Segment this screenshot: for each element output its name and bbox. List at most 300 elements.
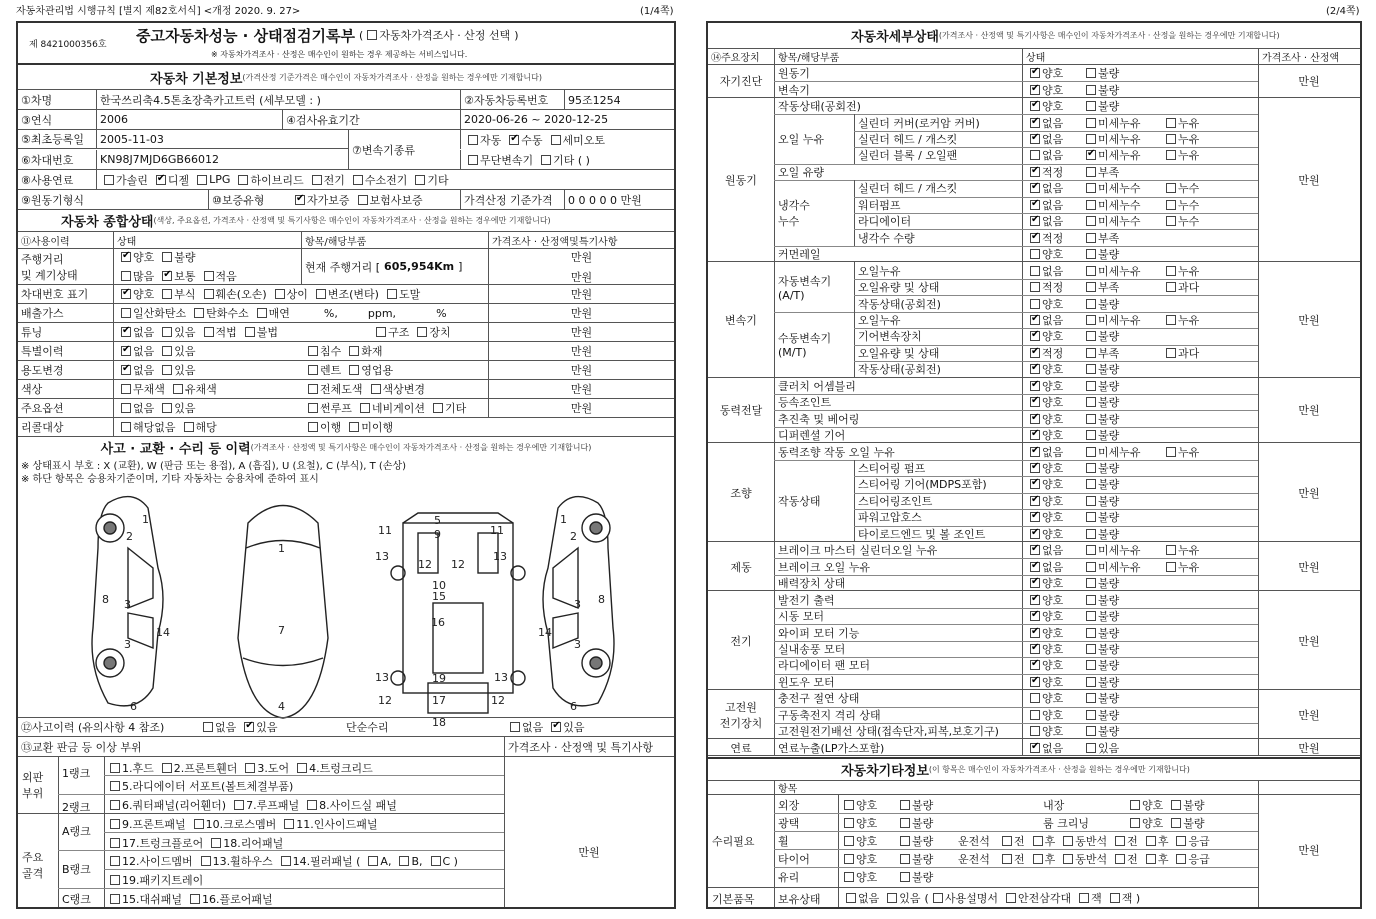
state-checkbox[interactable]: [1166, 200, 1176, 210]
state-checkbox[interactable]: [1030, 660, 1040, 670]
vin-altered-checkbox[interactable]: [316, 289, 326, 299]
part-package-tray-checkbox[interactable]: [110, 875, 120, 885]
other-header-row: [708, 781, 1360, 795]
state-checkbox[interactable]: [1086, 299, 1096, 309]
state-checkbox[interactable]: [1086, 282, 1096, 292]
detail-subitem: 냉각수 수량: [858, 231, 915, 245]
state-checkbox[interactable]: [1030, 611, 1040, 621]
state-checkbox[interactable]: [900, 836, 910, 846]
state-checkbox[interactable]: [1086, 677, 1096, 687]
state-checkbox[interactable]: [1166, 348, 1176, 358]
state-checkbox[interactable]: [1030, 578, 1040, 588]
state-checkbox[interactable]: [1086, 200, 1096, 210]
state-checkbox[interactable]: [1146, 854, 1156, 864]
state-checkbox[interactable]: [1030, 315, 1040, 325]
state-checkbox[interactable]: [1030, 85, 1040, 95]
state-option: [1026, 230, 1078, 246]
state-checkbox[interactable]: [1033, 836, 1043, 846]
fuel-gasoline-checkbox[interactable]: [104, 175, 114, 185]
state-option: [1026, 592, 1078, 608]
overall-note: (색상, 주요옵션, 가격조사 · 산정액 및 특기사항은 매수인이 자동차가격조사 · 산정을 원하는 경우에만 기재합니다): [153, 216, 551, 225]
exchange-price-header: 가격조사 · 산정액 및 특기사항: [504, 737, 674, 756]
state-option: [1167, 815, 1204, 831]
accident-none-checkbox[interactable]: [203, 722, 213, 732]
use-rent-checkbox[interactable]: [308, 365, 318, 375]
odo-bad-checkbox[interactable]: [162, 252, 172, 262]
state-label: 불량: [1098, 692, 1120, 706]
state-checkbox[interactable]: [1166, 266, 1176, 276]
part-door-checkbox[interactable]: [245, 763, 255, 773]
state-option: [1082, 592, 1158, 608]
state-checkbox[interactable]: [1086, 266, 1096, 276]
detail-group: [708, 262, 1360, 377]
state-label: 없음: [1042, 116, 1064, 130]
state-checkbox[interactable]: [1030, 68, 1040, 78]
vin-good-checkbox[interactable]: [121, 289, 131, 299]
state-checkbox[interactable]: [1030, 414, 1040, 424]
part-trunk-floor-checkbox[interactable]: [110, 838, 120, 848]
state-option: [1026, 444, 1078, 460]
fuel-other-checkbox[interactable]: [415, 175, 425, 185]
state-checkbox[interactable]: [1176, 854, 1186, 864]
state-checkbox[interactable]: [1030, 496, 1040, 506]
state-label: 부족: [1098, 281, 1120, 295]
state-checkbox[interactable]: [1030, 562, 1040, 572]
part-fender-checkbox[interactable]: [162, 763, 172, 773]
color-change-checkbox[interactable]: [371, 384, 381, 394]
state-option: [1082, 82, 1158, 98]
tuning-label: 튜닝: [21, 326, 43, 339]
detail-subitem: 스티어링 기어(MDPS포함): [858, 478, 987, 492]
fuel-hydrogen-checkbox[interactable]: [353, 175, 363, 185]
state-checkbox[interactable]: [844, 854, 854, 864]
state-checkbox[interactable]: [1086, 611, 1096, 621]
state-checkbox[interactable]: [1166, 150, 1176, 160]
state-checkbox[interactable]: [1086, 562, 1096, 572]
state-checkbox[interactable]: [1030, 710, 1040, 720]
state-option: [1082, 296, 1158, 312]
state-checkbox[interactable]: [1030, 430, 1040, 440]
accident-yes-checkbox[interactable]: [244, 722, 254, 732]
trans-cvt-checkbox[interactable]: [468, 155, 478, 165]
row-exchange-heading: [18, 737, 674, 757]
trans-other-checkbox[interactable]: [541, 155, 551, 165]
odo-normal-checkbox[interactable]: [162, 271, 172, 281]
hist-none-checkbox[interactable]: [121, 346, 131, 356]
state-checkbox[interactable]: [1030, 216, 1040, 226]
state-checkbox[interactable]: [1086, 578, 1096, 588]
state-checkbox[interactable]: [1086, 68, 1096, 78]
state-checkbox[interactable]: [1086, 331, 1096, 341]
part-side-member-checkbox[interactable]: [110, 856, 120, 866]
state-checkbox[interactable]: [1086, 726, 1096, 736]
state-checkbox[interactable]: [1030, 101, 1040, 111]
state-option: [1162, 345, 1199, 361]
hold-yes-checkbox[interactable]: [887, 893, 897, 903]
color-full-paint-checkbox[interactable]: [308, 384, 318, 394]
fuel-electric-checkbox[interactable]: [312, 175, 322, 185]
option-yes-checkbox[interactable]: [162, 403, 172, 413]
label-reg: ②자동차등록번호: [460, 90, 564, 109]
state-checkbox[interactable]: [1086, 710, 1096, 720]
row-recall: 리콜대상 해당없음 해당 이행 미이행: [18, 418, 674, 437]
state-option: [1026, 378, 1078, 394]
state-checkbox[interactable]: [1030, 644, 1040, 654]
col-history: ⑪사용이력: [21, 236, 70, 248]
hist-yes-checkbox[interactable]: [162, 346, 172, 356]
state-checkbox[interactable]: [1086, 512, 1096, 522]
part-rear-panel-checkbox[interactable]: [211, 838, 221, 848]
divider: [1022, 542, 1023, 590]
detail-item: [778, 312, 856, 378]
state-checkbox[interactable]: [844, 818, 854, 828]
state-checkbox[interactable]: [844, 836, 854, 846]
detail-state: [1026, 131, 1203, 147]
group-name-text: 고전원: [725, 700, 757, 714]
odo-few-checkbox[interactable]: [204, 271, 214, 281]
state-checkbox[interactable]: [1030, 150, 1040, 160]
state-checkbox[interactable]: [1086, 693, 1096, 703]
option-sunroof-checkbox[interactable]: [308, 403, 318, 413]
state-option: [1082, 328, 1158, 344]
state-label: 없음: [1042, 149, 1064, 163]
hold-jack-checkbox[interactable]: [1079, 893, 1089, 903]
option-other-checkbox[interactable]: [433, 403, 443, 413]
fuel-diesel-checkbox[interactable]: [156, 175, 166, 185]
part-radiator-support-checkbox[interactable]: [110, 781, 120, 791]
hold-manual-checkbox[interactable]: [933, 893, 943, 903]
accident-history-label: ⑫사고이력 (유의사항 4 참조): [21, 721, 165, 734]
state-checkbox[interactable]: [1130, 800, 1140, 810]
warranty-insurer-checkbox[interactable]: [358, 195, 368, 205]
state-checkbox[interactable]: [1002, 854, 1012, 864]
state-checkbox[interactable]: [1086, 660, 1096, 670]
state-checkbox[interactable]: [1086, 479, 1096, 489]
state-option: [1111, 833, 1138, 849]
color-achromatic-checkbox[interactable]: [121, 384, 131, 394]
trans-auto-checkbox[interactable]: [468, 135, 478, 145]
state-checkbox[interactable]: [1086, 233, 1096, 243]
warranty-self-checkbox[interactable]: [295, 195, 305, 205]
state-checkbox[interactable]: [1030, 743, 1040, 753]
state-checkbox[interactable]: [900, 872, 910, 882]
page-number-2: (2/4쪽): [1326, 6, 1360, 17]
state-option: [1026, 427, 1078, 443]
detail-item-text: 오일 누유: [778, 133, 825, 146]
recall-yes-checkbox[interactable]: [184, 422, 194, 432]
use-yes-checkbox[interactable]: [162, 365, 172, 375]
detail-header-row: [708, 49, 1360, 65]
emis-hc-checkbox[interactable]: [194, 308, 204, 318]
state-checkbox[interactable]: [1086, 496, 1096, 506]
recall-done-checkbox[interactable]: [308, 422, 318, 432]
state-checkbox[interactable]: [1030, 118, 1040, 128]
state-checkbox[interactable]: [1166, 183, 1176, 193]
state-checkbox[interactable]: [1086, 545, 1096, 555]
detail-subitem: 실린더 헤드 / 개스킷: [858, 182, 958, 196]
odo-many-checkbox[interactable]: [121, 271, 131, 281]
detail-body: [708, 65, 1360, 757]
state-checkbox[interactable]: [1146, 836, 1156, 846]
hist-fire-checkbox[interactable]: [349, 346, 359, 356]
state-label: 없음: [1042, 264, 1064, 278]
part-sidesill-checkbox[interactable]: [307, 800, 317, 810]
state-checkbox[interactable]: [1063, 836, 1073, 846]
detail-item-text: 라디에이터 팬 모터: [778, 659, 871, 673]
state-checkbox[interactable]: [1166, 118, 1176, 128]
state-label: 양호: [1042, 527, 1064, 541]
recall-notdone-checkbox[interactable]: [349, 422, 359, 432]
state-checkbox[interactable]: [900, 800, 910, 810]
tune-structure-checkbox[interactable]: [376, 327, 386, 337]
option-navi-checkbox[interactable]: [360, 403, 370, 413]
state-checkbox[interactable]: [1002, 836, 1012, 846]
state-label: 누유: [1178, 313, 1200, 327]
state-checkbox[interactable]: [1030, 512, 1040, 522]
state-checkbox[interactable]: [1030, 364, 1040, 374]
state-label: 불량: [1098, 626, 1120, 640]
detail-item: [778, 262, 856, 311]
trans-manual-checkbox[interactable]: [509, 135, 519, 145]
state-label: 미세누유: [1098, 445, 1141, 459]
vin-corrosion-checkbox[interactable]: [162, 289, 172, 299]
detail-item: [778, 542, 1018, 558]
state-checkbox[interactable]: [1030, 266, 1040, 276]
state-checkbox[interactable]: [1030, 726, 1040, 736]
state-checkbox[interactable]: [844, 872, 854, 882]
part-trunklid-checkbox[interactable]: [297, 763, 307, 773]
state-label: 후: [1157, 835, 1169, 848]
vin-mismatch-checkbox[interactable]: [275, 289, 285, 299]
trans-semi-checkbox[interactable]: [551, 135, 561, 145]
state-checkbox[interactable]: [1166, 315, 1176, 325]
state-checkbox[interactable]: [1166, 216, 1176, 226]
state-checkbox[interactable]: [1086, 463, 1096, 473]
state-checkbox[interactable]: [1086, 743, 1096, 753]
row-accident: ⑫사고이력 (유의사항 4 참조) 없음 ✔ 있음 단순수리 없음 ✔ 있음: [18, 717, 674, 737]
hist-flood-checkbox[interactable]: [308, 346, 318, 356]
part-label: 11: [490, 524, 504, 537]
use-none-checkbox[interactable]: [121, 365, 131, 375]
repair-yes-checkbox[interactable]: [551, 722, 561, 732]
divider: [774, 443, 775, 541]
state-checkbox[interactable]: [1086, 101, 1096, 111]
state-checkbox[interactable]: [1086, 364, 1096, 374]
state-checkbox[interactable]: [1086, 249, 1096, 259]
state-checkbox[interactable]: [1166, 282, 1176, 292]
state-checkbox[interactable]: [1030, 463, 1040, 473]
state-checkbox[interactable]: [1030, 348, 1040, 358]
state-checkbox[interactable]: [1166, 545, 1176, 555]
state-checkbox[interactable]: [1166, 562, 1176, 572]
state-checkbox[interactable]: [1030, 331, 1040, 341]
state-checkbox[interactable]: [1030, 595, 1040, 605]
option-none-checkbox[interactable]: [121, 403, 131, 413]
state-checkbox[interactable]: [1130, 818, 1140, 828]
hold-triangle-checkbox[interactable]: [1006, 893, 1016, 903]
use-commercial-checkbox[interactable]: [349, 365, 359, 375]
state-checkbox[interactable]: [1030, 693, 1040, 703]
detail-item: [778, 81, 1018, 97]
state-checkbox[interactable]: [1171, 800, 1181, 810]
state-checkbox[interactable]: [1086, 595, 1096, 605]
detail-item-text: 시동 모터: [778, 610, 825, 624]
state-checkbox[interactable]: [1176, 836, 1186, 846]
emis-co-checkbox[interactable]: [121, 308, 131, 318]
pillar-c-checkbox[interactable]: [431, 856, 441, 866]
tune-none-checkbox[interactable]: [121, 327, 131, 337]
state-checkbox[interactable]: [1030, 677, 1040, 687]
state-checkbox[interactable]: [1166, 134, 1176, 144]
detail-state: [1026, 262, 1203, 278]
state-checkbox[interactable]: [1030, 479, 1040, 489]
state-checkbox[interactable]: [1086, 628, 1096, 638]
state-checkbox[interactable]: [1030, 134, 1040, 144]
state-checkbox[interactable]: [900, 818, 910, 828]
repair-none-checkbox[interactable]: [510, 722, 520, 732]
pillar-a-checkbox[interactable]: [368, 856, 378, 866]
detail-item: [778, 427, 1018, 443]
part-inside-panel-checkbox[interactable]: [284, 819, 294, 829]
tune-yes-checkbox[interactable]: [162, 327, 172, 337]
state-checkbox[interactable]: [1086, 216, 1096, 226]
part-roof-checkbox[interactable]: [234, 800, 244, 810]
value-name: 한국쓰리축4.5톤초장축카고트럭 (세부모델 : ): [96, 90, 460, 109]
state-checkbox[interactable]: [1086, 348, 1096, 358]
row-options: 주요옵션 없음 있음 썬루프 네비게이션 기타 만원: [18, 399, 674, 418]
part-label: 1: [278, 542, 285, 555]
color-chromatic-checkbox[interactable]: [173, 384, 183, 394]
state-checkbox[interactable]: [1086, 183, 1096, 193]
part-front-panel-checkbox[interactable]: [110, 819, 120, 829]
state-checkbox[interactable]: [1115, 836, 1125, 846]
hold-jack2-checkbox[interactable]: [1110, 893, 1120, 903]
part-quarter-checkbox[interactable]: [110, 800, 120, 810]
detail-subitem: 오일유량 및 상태: [858, 281, 940, 295]
state-checkbox[interactable]: [1171, 818, 1181, 828]
tune-illegal-checkbox[interactable]: [245, 327, 255, 337]
detail-subitem: 워터펌프: [858, 198, 901, 212]
state-option: [1026, 164, 1078, 180]
part-crossmember-checkbox[interactable]: [194, 819, 204, 829]
detail-item: [778, 558, 1018, 574]
state-label: 없음: [1042, 544, 1064, 558]
recall-na-checkbox[interactable]: [121, 422, 131, 432]
state-label: 과다: [1178, 281, 1200, 295]
state-label: 후: [1044, 835, 1056, 848]
part-hood-checkbox[interactable]: [110, 763, 120, 773]
tune-legal-checkbox[interactable]: [204, 327, 214, 337]
state-label: 없음: [1042, 741, 1064, 755]
part-label: 3: [574, 598, 581, 611]
state-checkbox[interactable]: [1030, 447, 1040, 457]
vin-painted-checkbox[interactable]: [387, 289, 397, 299]
detail-subitem: 스티어링 펌프: [858, 462, 926, 475]
other-note: (이 항목은 매수인이 자동차가격조사 · 산정을 원하는 경우에만 기재합니다): [928, 765, 1190, 774]
hold-none-checkbox[interactable]: [846, 893, 856, 903]
state-label: 누유: [1178, 560, 1200, 574]
part-dash-panel-checkbox[interactable]: [110, 894, 120, 904]
detail-item-text: 윈도우 모터: [778, 675, 835, 689]
part-wheel-house-checkbox[interactable]: [201, 856, 211, 866]
state-checkbox[interactable]: [1115, 854, 1125, 864]
state-checkbox[interactable]: [1030, 545, 1040, 555]
state-checkbox[interactable]: [1030, 529, 1040, 539]
money-detail: 만원: [1298, 708, 1320, 722]
part-floor-panel-checkbox[interactable]: [190, 894, 200, 904]
state-checkbox[interactable]: [1030, 628, 1040, 638]
state-checkbox[interactable]: [900, 854, 910, 864]
state-checkbox[interactable]: [1086, 315, 1096, 325]
other-item-state: [840, 851, 952, 867]
tune-device-checkbox[interactable]: [417, 327, 427, 337]
state-checkbox[interactable]: [844, 800, 854, 810]
odo-good-checkbox[interactable]: [121, 252, 131, 262]
state-checkbox[interactable]: [1086, 167, 1096, 177]
state-option: [1029, 833, 1056, 849]
pillar-b-checkbox[interactable]: [399, 856, 409, 866]
state-option: [1162, 444, 1199, 460]
group-name-text: 전기장치: [719, 716, 763, 730]
state-checkbox[interactable]: [1030, 167, 1040, 177]
state-checkbox[interactable]: [1086, 529, 1096, 539]
state-checkbox[interactable]: [1030, 200, 1040, 210]
detail-item: [778, 410, 1018, 426]
state-checkbox[interactable]: [1063, 854, 1073, 864]
detail-item-text: (M/T): [778, 346, 807, 360]
state-checkbox[interactable]: [1030, 183, 1040, 193]
state-checkbox[interactable]: [1030, 282, 1040, 292]
state-checkbox[interactable]: [1030, 233, 1040, 243]
part-pillar-checkbox[interactable]: [281, 856, 291, 866]
detail-group-name: [710, 98, 772, 263]
state-option: [1059, 851, 1107, 867]
state-checkbox[interactable]: [1086, 397, 1096, 407]
state-checkbox[interactable]: [1030, 397, 1040, 407]
state-checkbox[interactable]: [1086, 134, 1096, 144]
state-label: 있음: [1098, 741, 1120, 755]
state-checkbox[interactable]: [1086, 414, 1096, 424]
state-checkbox[interactable]: [1086, 447, 1096, 457]
row-tuning: 튜닝 ✔ 없음 있음 적법 불법 구조 장치 만원: [18, 323, 674, 342]
state-option: [896, 851, 948, 867]
state-checkbox[interactable]: [1030, 249, 1040, 259]
price-assessment-checkbox[interactable]: [367, 30, 377, 40]
state-checkbox[interactable]: [1086, 118, 1096, 128]
state-checkbox[interactable]: [1086, 85, 1096, 95]
state-checkbox[interactable]: [1030, 381, 1040, 391]
state-option: [1082, 641, 1158, 657]
state-option: [1026, 542, 1078, 558]
detail-item: [778, 460, 856, 542]
state-checkbox[interactable]: [1086, 644, 1096, 654]
vin-damage-checkbox[interactable]: [204, 289, 214, 299]
state-checkbox[interactable]: [1086, 381, 1096, 391]
odo-current-label: 현재 주행거리 [: [305, 260, 381, 274]
emis-smoke-checkbox[interactable]: [257, 308, 267, 318]
state-option: [1111, 851, 1138, 867]
fuel-hybrid-checkbox[interactable]: [238, 175, 248, 185]
basic-info-title: 자동차 기본정보: [149, 71, 243, 87]
detail-group-name: [710, 65, 772, 98]
fuel-lpg-checkbox[interactable]: [197, 175, 207, 185]
state-checkbox[interactable]: [1086, 150, 1096, 160]
state-checkbox[interactable]: [1166, 447, 1176, 457]
state-checkbox[interactable]: [1086, 430, 1096, 440]
state-checkbox[interactable]: [1033, 854, 1043, 864]
state-option: [1162, 147, 1199, 163]
state-checkbox[interactable]: [1030, 299, 1040, 309]
